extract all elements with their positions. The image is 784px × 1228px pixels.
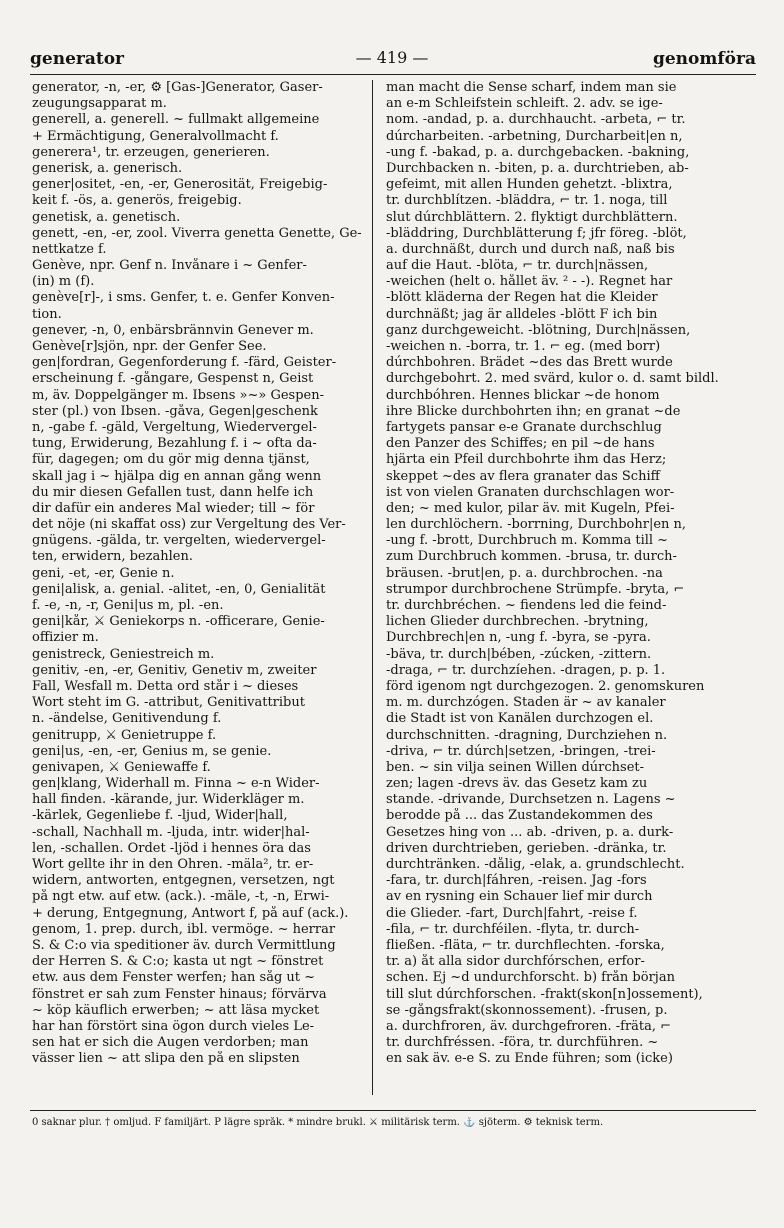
text-line: driven durchtrieben, gerieben. -dränka, tr. (386, 840, 667, 856)
text-line: generera¹, tr. erzeugen, generieren. (32, 144, 270, 160)
text-line: Genève[r]sjön, npr. der Genfer See. (32, 339, 267, 354)
text-line: durchnäßt; jag är alldeles -blött F ich bin (386, 306, 658, 322)
text-line: etw. aus dem Fenster werfen; han såg ut ~ (32, 970, 316, 986)
text-line: den Panzer des Schiffes; en pil ~de hans (386, 436, 655, 452)
text-line: Genève, npr. Genf n. Invånare i ~ Genfer- (32, 258, 307, 274)
text-line: hjärta ein Pfeil durchbohrte ihm das Herz; (386, 452, 667, 468)
text-line: S. & C:o via speditioner äv. durch Vermittlung (32, 937, 336, 953)
text-line: till slut dúrchforschen. -frakt(skon[n]ossement), (386, 986, 703, 1002)
left-column (32, 80, 374, 1067)
text-line: har han förstört sina ögon durch vieles Le- (32, 1018, 315, 1034)
text-line: på ngt etw. auf etw. (ack.). -mäle, -t, -n, Erwi- (32, 889, 330, 905)
text-line: en sak äv. e-e S. zu Ende führen; som (icke) (386, 1051, 673, 1067)
text-line: geni|alisk, a. genial. -alitet, -en, 0, Genialität (32, 581, 326, 597)
text-line: len, -schallen. Ordet -ljöd i hennes öra das (32, 840, 311, 856)
text-line: -schall, Nachhall m. -ljuda, intr. wider|hal- (32, 824, 310, 840)
text-line: erscheinung f. -gångare, Gespenst n, Geist (32, 371, 314, 387)
text-line: slut dúrchblättern. 2. flyktigt durchblättern. (386, 209, 678, 225)
text-line: der Herren S. & C:o; kasta ut ngt ~ fönstret (32, 954, 324, 970)
text-line: vässer lien ~ att slipa den på en slipsten (32, 1051, 300, 1067)
text-line: auf die Haut. -blöta, ⌐ tr. durch|nässen, (386, 258, 649, 274)
text-line: durchschnitten. -dragning, Durchziehen n. (386, 727, 668, 743)
text-line: man macht die Sense scharf, indem man sie (386, 80, 677, 95)
footer-rule (30, 1110, 756, 1111)
text-line: widern, antworten, entgegnen, versetzen, ngt (32, 873, 335, 889)
text-line: schen. Ej ~d undurchforscht. b) från början (386, 970, 675, 986)
text-line: genever, -n, 0, enbärsbrännvin Genever m. (32, 322, 314, 338)
text-line: genetisk, a. genetisch. (32, 209, 181, 225)
text-line: -kärlek, Gegenliebe f. -ljud, Wider|hall, (32, 808, 288, 824)
text-line: durchgebohrt. 2. med svärd, kulor o. d. samt bildl. (386, 371, 719, 387)
text-line: -fara, tr. durch|fáhren, -reisen. Jag -fors (386, 873, 647, 889)
text-line: skall jag i ~ hjälpa dig en annan gång wenn (32, 468, 322, 484)
text-line: tung, Erwiderung, Bezahlung f. i ~ ofta da- (32, 436, 317, 452)
text-line: gefeimt, mit allen Hunden gehetzt. -blixtra, (386, 177, 673, 193)
text-line: stande. -drivande, Durchsetzen n. Lagens ~ (386, 792, 676, 808)
text-line: gen|fordran, Gegenforderung f. -färd, Geister- (32, 355, 337, 371)
text-line: generisk, a. generisch. (32, 160, 183, 176)
abbreviation-legend: 0 saknar plur. † omljud. F familjärt. P lägre språk. * mindre brukl. ⚔ militärisk term. ⚓ sjöterm. ⚙ teknisk term. (32, 1117, 604, 1128)
text-line: ist von vielen Granaten durchschlagen wor- (386, 484, 675, 500)
column-divider (372, 80, 373, 1095)
header-right-word: genomföra (652, 49, 756, 69)
text-line: tr. durchfréssen. -föra, tr. durchführen. ~ (386, 1035, 659, 1051)
text-line: die Stadt ist von Kanälen durchzogen el. (386, 711, 654, 727)
text-line: nom. -andad, p. a. durchhaucht. -arbeta, ⌐ tr. (386, 112, 686, 128)
text-line: die Glieder. -fart, Durch|fahrt, -reise f. (386, 905, 638, 921)
text-line: lichen Glieder durchbrechen. -brytning, (386, 614, 649, 630)
text-line: geni, -et, -er, Genie n. (32, 565, 175, 581)
text-line: -weichen (helt o. hållet äv. ² - -). Regnet har (386, 274, 673, 290)
text-line: offizier m. (32, 630, 99, 646)
text-line: förd igenom ngt durchgezogen. 2. genomskuren (386, 678, 705, 694)
text-line: dúrcharbeiten. -arbetning, Durcharbeit|en n, (386, 128, 683, 144)
text-line: -draga, ⌐ tr. durchzíehen. -dragen, p. p. 1. (386, 662, 666, 678)
text-line: genom, 1. prep. durch, ibl. vermöge. ~ herrar (32, 921, 336, 937)
text-line: geni|us, -en, -er, Genius m, se genie. (32, 743, 272, 759)
text-line: fartygets pansar e-e Granate durchschlug (386, 419, 662, 435)
text-line: sen hat er sich die Augen verdorben; man (32, 1035, 309, 1051)
text-line: fließen. -fläta, ⌐ tr. durchflechten. -forska, (386, 937, 665, 953)
text-line: -bäva, tr. durch|bében, -zúcken, -zittern. (386, 646, 652, 662)
text-line: dir dafür ein anderes Mal wieder; till ~ för (32, 500, 315, 516)
text-line: geni|kår, ⚔ Geniekorps n. -officerare, Genie- (32, 614, 325, 630)
text-line: se -gångsfrakt(skonnossement). -frusen, p. (386, 1002, 668, 1018)
text-line: hall finden. -kärande, jur. Widerkläger m. (32, 792, 305, 808)
text-line: (in) m (f). (32, 274, 95, 290)
text-line: a. durchnäßt, durch und durch naß, naß bis (386, 241, 675, 257)
text-line: n, -gabe f. -gäld, Vergeltung, Wiedervergel- (32, 419, 317, 435)
text-line: durchbóhren. Hennes blickar ~de honom (386, 387, 660, 403)
text-line: gnügens. -gälda, tr. vergelten, wiedervergel- (32, 533, 326, 549)
text-line: generator, -n, -er, ⚙ [Gas-]Generator, Gaser- (32, 80, 323, 95)
text-line: det nöje (ni skaffat oss) zur Vergeltung des Ver- (32, 517, 346, 533)
text-line: tr. durchblítzen. -bläddra, ⌐ tr. 1. noga, till (386, 193, 668, 209)
text-line: ~ köp käuflich erwerben; ~ att läsa mycket (32, 1002, 320, 1018)
text-line: m, äv. Doppelgänger m. Ibsens »~» Gespen- (32, 387, 325, 403)
text-line: durchtränken. -dålig, -elak, a. grundschlecht. (386, 857, 685, 872)
text-line: zen; lagen -drevs äv. das Gesetz kam zu (386, 776, 648, 792)
text-line: Durchbacken n. -biten, p. a. durchtrieben, ab- (386, 160, 689, 176)
page-number: — 419 — (355, 48, 429, 67)
text-line: nettkatze f. (32, 241, 107, 257)
header-left-word: generator (30, 49, 124, 69)
text-line: den; ~ med kulor, pilar äv. mit Kugeln, Pfei- (386, 500, 675, 516)
text-line: Gesetzes hing von ... ab. -driven, p. a. durk- (386, 824, 674, 840)
text-line: tr. durchbréchen. ~ fiendens led die feind- (386, 598, 667, 613)
text-line: keit f. -ös, a. generös, freigebig. (32, 193, 242, 209)
text-line: ganz durchgeweicht. -blötning, Durch|nässen, (386, 322, 691, 338)
text-line: ster (pl.) von Ibsen. -gåva, Gegen|geschenk (32, 403, 318, 419)
text-line: dúrchbohren. Brädet ~des das Brett wurde (386, 355, 673, 371)
right-column (386, 80, 728, 1067)
text-line: -blött kläderna der Regen hat die Kleider (386, 290, 658, 306)
text-line: f. -e, -n, -r, Geni|us m, pl. -en. (32, 598, 224, 613)
text-line: genève[r]-, i sms. Genfer, t. e. Genfer Konven- (32, 290, 335, 306)
text-line: -ung f. -brott, Durchbruch m. Komma till ~ (386, 533, 669, 549)
text-line: Durchbrech|en n, -ung f. -byra, se -pyra. (386, 630, 651, 646)
text-line: an e-m Schleifstein schleift. 2. adv. se ige- (386, 96, 663, 112)
text-line: für, dagegen; om du gör mig denna tjänst, (32, 452, 310, 468)
text-line: tr. a) åt alla sidor durchfórschen, erfor- (386, 954, 645, 970)
text-line: bräusen. -brut|en, p. a. durchbrochen. -na (386, 565, 663, 581)
text-line: -driva, ⌐ tr. dúrch|setzen, -bringen, -trei- (386, 743, 656, 759)
text-line: -ung f. -bakad, p. a. durchgebacken. -bakning, (386, 144, 690, 160)
text-line: genett, -en, -er, zool. Viverra genetta Genette, Ge- (32, 225, 362, 241)
text-line: n. -ändelse, Genitivendung f. (32, 711, 222, 727)
text-line: -weichen n. -borra, tr. 1. ⌐ eg. (med borr) (386, 339, 661, 354)
text-line: len durchlöchern. -borrning, Durchbohr|en n, (386, 517, 687, 533)
text-line: -fila, ⌐ tr. durchféilen. -flyta, tr. durch- (386, 921, 640, 937)
text-line: zum Durchbruch kommen. -brusa, tr. durch- (386, 549, 677, 565)
text-line: strumpor durchbrochene Strümpfe. -bryta, ⌐ (386, 581, 685, 597)
header-rule (30, 74, 756, 75)
text-line: berodde på ... das Zustandekommen des (386, 808, 653, 824)
text-line: + derung, Entgegnung, Antwort f, på auf (ack.). (32, 905, 349, 921)
text-line: fönstret er sah zum Fenster hinaus; förvärva (32, 986, 327, 1002)
text-line: m. m. durchzógen. Staden är ~ av kanaler (386, 695, 666, 711)
text-line: genitiv, -en, -er, Genitiv, Genetiv m, zweiter (32, 662, 317, 678)
text-line: gen|klang, Widerhall m. Finna ~ e-n Wider- (32, 776, 320, 792)
text-line: skeppet ~des av flera granater das Schiff (386, 468, 660, 484)
text-line: ben. ~ sin vilja seinen Willen dúrchset- (386, 759, 645, 775)
text-line: ten, erwidern, bezahlen. (32, 549, 193, 565)
text-line: + Ermächtigung, Generalvollmacht f. (32, 128, 279, 144)
text-line: genivapen, ⚔ Geniewaffe f. (32, 759, 211, 775)
text-line: Wort steht im G. -attribut, Genitivattribut (32, 695, 305, 711)
text-line: av en rysning ein Schauer lief mir durch (386, 889, 653, 905)
text-line: Wort gellte ihr in den Ohren. -mäla², tr. er- (32, 857, 314, 872)
text-line: Fall, Wesfall m. Detta ord står i ~ dieses (32, 678, 299, 694)
text-line: tion. (32, 306, 62, 322)
text-line: a. durchfroren, äv. durchgefroren. -fräta, ⌐ (386, 1018, 672, 1034)
text-line: generell, a. generell. ~ fullmakt allgemeine (32, 112, 320, 128)
text-line: zeugungsapparat m. (32, 96, 167, 112)
text-line: genitrupp, ⚔ Genietruppe f. (32, 727, 217, 743)
text-line: gener|ositet, -en, -er, Generosität, Freigebig- (32, 177, 328, 193)
text-line: genistreck, Geniestreich m. (32, 646, 215, 662)
text-line: ihre Blicke durchbohrten ihn; en granat ~de (386, 403, 681, 419)
text-line: -bläddring, Durchblätterung f; jfr föreg. -blöt, (386, 225, 687, 241)
text-line: du mir diesen Gefallen tust, dann helfe ich (32, 484, 314, 500)
